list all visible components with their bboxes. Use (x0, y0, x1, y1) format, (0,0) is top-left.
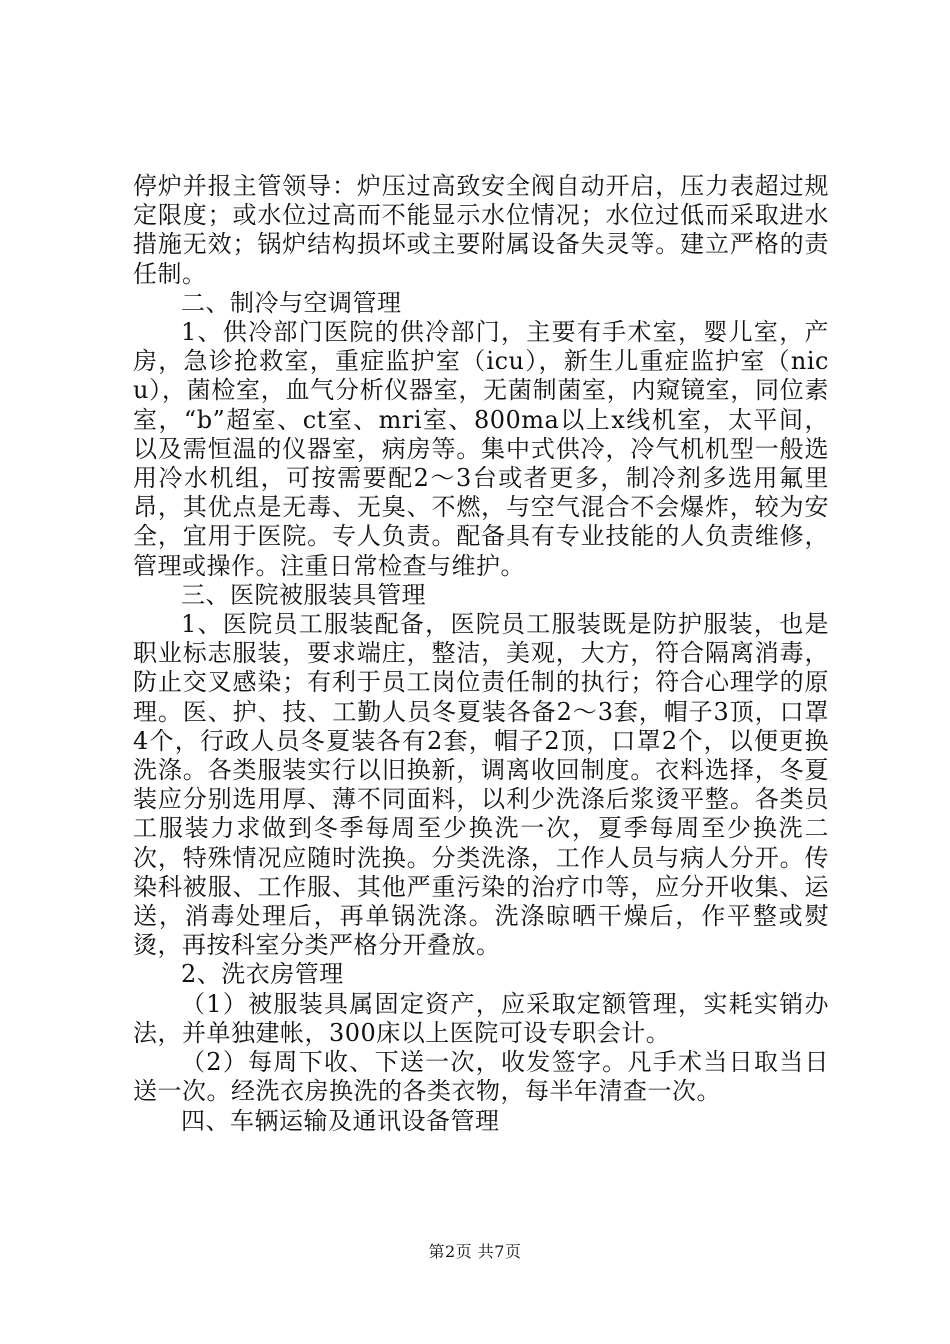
document-body (133, 172, 829, 1136)
paragraph-laundry-item-2: （2）每周下收、下送一次，收发签字。凡手术当日取当日送一次。经洗衣房换洗的各类衣物，每半年清查一次。 (133, 1048, 829, 1106)
paragraph-laundry-item-1: （1）被服装具属固定资产，应采取定额管理，实耗实销办法，并单独建帐，300床以上医院可设专职会计。 (133, 989, 829, 1047)
heading-bedding-uniforms: 三、医院被服装具管理 (181, 580, 426, 609)
page-number-footer: 第2页 共7页 (428, 1242, 522, 1261)
heading-vehicles-communications: 四、车辆运输及通讯设备管理 (181, 1106, 500, 1135)
paragraph-cooling-departments: 1、供冷部门医院的供冷部门，主要有手术室，婴儿室，产房，急诊抢救室，重症监护室（icu），新生儿重症监护室（nicu），菌检室，血气分析仪器室，无菌制菌室，内窥镜室，同位素室，“b”超室、ct室、mri室、800ma以上x线机室，太平间，以及需恒温的仪器室，病房等。集中式供冷，冷气机机型一般选用冷水机组，可按需要配2～3台或者更多，制冷剂多选用氟里昂，其优点是无毒、无臭、不燃，与空气混合不会爆炸，较为安全，宜用于医院。专人负责。配备具有专业技能的人负责维修，管理或操作。注重日常检查与维护。 (133, 318, 829, 580)
heading-refrigeration: 二、制冷与空调管理 (181, 288, 402, 317)
heading-laundry: 2、洗衣房管理 (181, 960, 344, 989)
paragraph-boiler-shutdown: 停炉并报主管领导：炉压过高致安全阀自动开启，压力表超过规定限度；或水位过高而不能显示水位情况；水位过低而采取进水措施无效；锅炉结构损坏或主要附属设备失灵等。建立严格的责任制。 (133, 172, 829, 288)
paragraph-staff-uniforms: 1、医院员工服装配备，医院员工服装既是防护服装，也是职业标志服装，要求端庄，整洁，美观，大方，符合隔离消毒，防止交叉感染；有利于员工岗位责任制的执行；符合心理学的原理。医、护、技、工勤人员冬夏装各备2～3套，帽子3顶，口罩4个，行政人员冬夏装各有2套，帽子2顶，口罩2个，以便更换洗涤。各类服装实行以旧换新，调离收回制度。衣料选择，冬夏装应分别选用厚、薄不同面料，以利少洗涤后浆烫平整。各类员工服装力求做到冬季每周至少换洗一次，夏季每周至少换洗二次，特殊情况应随时洗换。分类洗涤，工作人员与病人分开。传染科被服、工作服、其他严重污染的治疗巾等，应分开收集、运送，消毒处理后，再单锅洗涤。洗涤晾晒干燥后，作平整或熨烫，再按科室分类严格分开叠放。 (133, 610, 829, 960)
